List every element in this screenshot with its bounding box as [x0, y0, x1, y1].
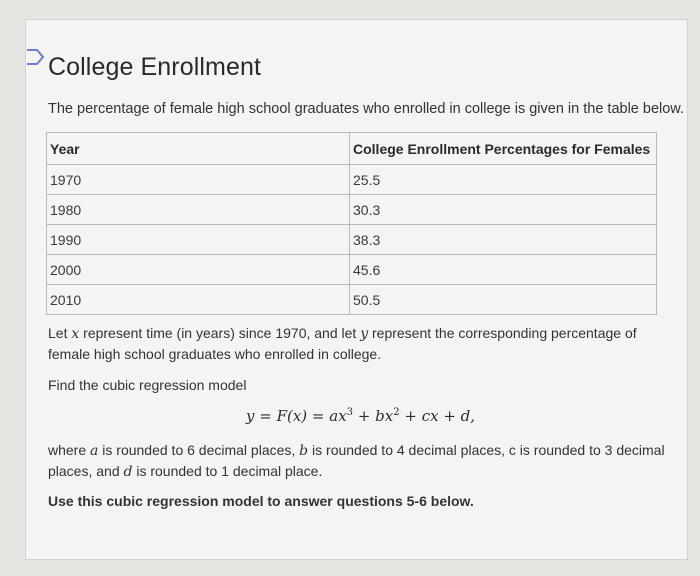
variable-definition: Let x represent time (in years) since 1970, and let y represent the corresponding percentage of female high school graduates who enrolled in college.: [48, 325, 637, 362]
percentage-cell: 50.5: [350, 285, 657, 315]
rounding-instructions: where a is rounded to 6 decimal places, b is rounded to 4 decimal places, c is rounded to 3 decimal places, and d is rounded to 1 decimal place.: [48, 442, 665, 480]
use-model-instruction: Use this cubic regression model to answer questions 5-6 below.: [48, 493, 474, 509]
table-row: [47, 165, 657, 195]
table-row: [47, 255, 657, 285]
column-header-percentage: College Enrollment Percentages for Females: [350, 133, 657, 165]
question-card: [25, 19, 688, 560]
year-cell: 1980: [47, 195, 350, 225]
year-cell: 2010: [47, 285, 350, 315]
table-row: [47, 195, 657, 225]
find-instruction: Find the cubic regression model: [48, 377, 247, 393]
year-cell: 2000: [47, 255, 350, 285]
percentage-cell: 45.6: [350, 255, 657, 285]
percentage-cell: 38.3: [350, 225, 657, 255]
table-row: [47, 285, 657, 315]
percentage-cell: 25.5: [350, 165, 657, 195]
table-header-row: [47, 133, 657, 165]
year-cell: 1990: [47, 225, 350, 255]
intro-text: The percentage of female high school graduates who enrolled in college is given in the table below.: [48, 101, 684, 117]
year-cell: 1970: [47, 165, 350, 195]
enrollment-table: [46, 132, 657, 315]
column-header-year: Year: [47, 133, 350, 165]
table-row: [47, 225, 657, 255]
regression-formula: $y = F(x) = ax^3 + bx^2$ + cx + d,: [246, 407, 476, 425]
percentage-cell: 30.3: [350, 195, 657, 225]
page-title: College Enrollment: [48, 53, 262, 81]
flag-icon[interactable]: [26, 49, 46, 65]
